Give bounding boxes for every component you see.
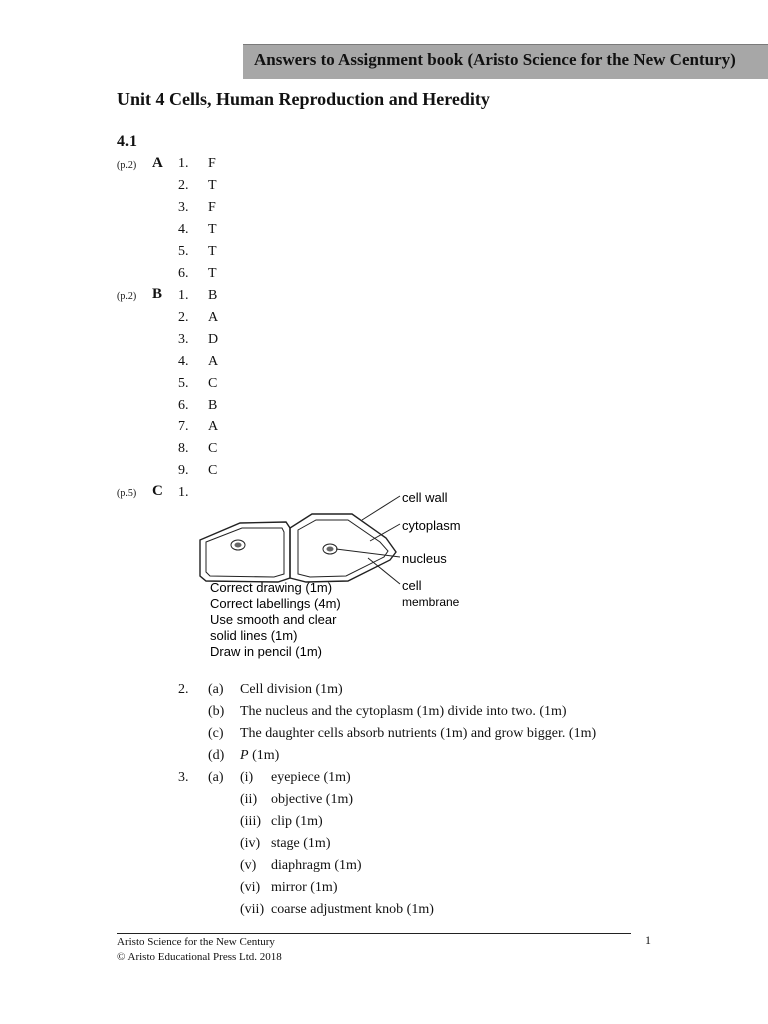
- left-cell-drawing: [200, 522, 290, 582]
- q3-item-label: (vi): [240, 880, 261, 895]
- criteria-line-4: solid lines (1m): [210, 628, 298, 643]
- criteria-line-5: Draw in pencil (1m): [210, 644, 322, 659]
- q3-item-text: diaphragm (1m): [271, 858, 362, 873]
- part-b-item-number: 8.: [178, 441, 189, 457]
- q3-item-label: (iii): [240, 814, 261, 829]
- part-b-page-ref: (p.2): [117, 291, 137, 302]
- label-nucleus: nucleus: [402, 551, 447, 566]
- section-number: 4.1: [117, 133, 137, 150]
- criteria-line-3: Use smooth and clear: [210, 612, 337, 627]
- q2-part-rest: (1m): [248, 748, 280, 763]
- part-a-item-number: 1.: [178, 156, 189, 171]
- part-b-item-number: 3.: [178, 331, 189, 347]
- q2-part-label: (b): [208, 704, 225, 719]
- part-b-item-number: 6.: [178, 397, 189, 413]
- part-a-item-answer: F: [208, 156, 216, 171]
- part-c-page-ref: (p.5): [117, 488, 137, 499]
- part-b-item-answer: C: [208, 375, 218, 391]
- q3-item-text: mirror (1m): [271, 880, 338, 895]
- part-c-q1-number: 1.: [178, 485, 189, 500]
- q2-part-text: Cell division (1m): [240, 682, 343, 697]
- part-c-letter: C: [152, 483, 163, 499]
- part-a-page-ref: (p.2): [117, 160, 137, 171]
- part-a-letter: A: [152, 155, 163, 171]
- q3-item-label: (i): [240, 770, 254, 785]
- label-cell-wall: cell wall: [402, 490, 448, 505]
- footer-series-name: Aristo Science for the New Century: [117, 936, 275, 948]
- cell-wall-pointer: [362, 496, 400, 520]
- part-a-item-answer: T: [208, 266, 217, 281]
- part-b-item-answer: B: [208, 288, 218, 303]
- q2-part-label: (a): [208, 682, 224, 697]
- part-b-item-answer: A: [208, 353, 219, 369]
- q3-item-label: (v): [240, 858, 257, 873]
- footer-divider: [117, 933, 631, 934]
- q3-part-label: (a): [208, 770, 224, 785]
- footer-copyright: © Aristo Educational Press Ltd. 2018: [117, 951, 282, 963]
- q3-item-text: objective (1m): [271, 792, 354, 807]
- criteria-line-2: Correct labellings (4m): [210, 596, 341, 611]
- plant-cell-diagram: [190, 486, 490, 666]
- part-b-item-number: 1.: [178, 288, 189, 303]
- unit-title: Unit 4 Cells, Human Reproduction and Heredity: [117, 89, 490, 109]
- part-b-item-number: 7.: [178, 419, 189, 435]
- q2-part-text: The daughter cells absorb nutrients (1m) and grow bigger. (1m): [240, 726, 597, 741]
- q2-part-label: (d): [208, 748, 225, 763]
- q3-item-label: (ii): [240, 792, 258, 807]
- part-b-letter: B: [152, 286, 163, 302]
- part-a-item-number: 6.: [178, 266, 189, 281]
- part-b-item-answer: C: [208, 441, 218, 457]
- q2-part-italic: P: [240, 748, 249, 763]
- part-a-item-answer: F: [208, 200, 216, 215]
- part-b-item-answer: A: [208, 419, 219, 435]
- q3-item-text: clip (1m): [271, 814, 323, 829]
- part-b-item-answer: D: [208, 331, 219, 347]
- q2-number: 2.: [178, 682, 189, 697]
- q3-item-text: stage (1m): [271, 836, 331, 851]
- q2-part-label: (c): [208, 726, 224, 741]
- part-b-item-number: 5.: [178, 375, 189, 391]
- part-a-item-number: 2.: [178, 178, 189, 193]
- part-b-item-number: 9.: [178, 463, 189, 479]
- document-header-title: Answers to Assignment book (Aristo Science for the New Century): [254, 50, 736, 69]
- part-a-item-answer: T: [208, 222, 217, 237]
- q3-item-label: (iv): [240, 836, 261, 851]
- cell-membrane-pointer: [368, 558, 400, 584]
- part-b-item-number: 4.: [178, 353, 189, 369]
- label-cell: cell: [402, 578, 422, 593]
- part-b-item-answer: C: [208, 463, 218, 479]
- criteria-line-1: Correct drawing (1m): [210, 580, 333, 595]
- nucleus-pointer: [336, 549, 400, 557]
- part-a-item-answer: T: [208, 244, 217, 259]
- part-a-item-answer: T: [208, 178, 217, 193]
- label-membrane: membrane: [402, 595, 460, 609]
- part-b-item-number: 2.: [178, 309, 189, 325]
- q2-part-text: [240, 748, 279, 764]
- part-a-item-number: 5.: [178, 244, 189, 259]
- q3-item-text: eyepiece (1m): [271, 770, 351, 785]
- q3-item-label: (vii): [240, 902, 265, 917]
- right-cell-drawing: [290, 514, 396, 582]
- q3-number: 3.: [178, 770, 189, 785]
- part-a-item-number: 4.: [178, 222, 189, 237]
- part-b-item-answer: B: [208, 397, 218, 413]
- q3-item-text: coarse adjustment knob (1m): [271, 902, 434, 917]
- label-cytoplasm: cytoplasm: [402, 518, 461, 533]
- cytoplasm-pointer: [370, 524, 400, 541]
- page-number: 1: [645, 933, 651, 947]
- part-a-item-number: 3.: [178, 200, 189, 215]
- q2-part-text: The nucleus and the cytoplasm (1m) divide into two. (1m): [240, 704, 567, 719]
- part-b-item-answer: A: [208, 309, 219, 325]
